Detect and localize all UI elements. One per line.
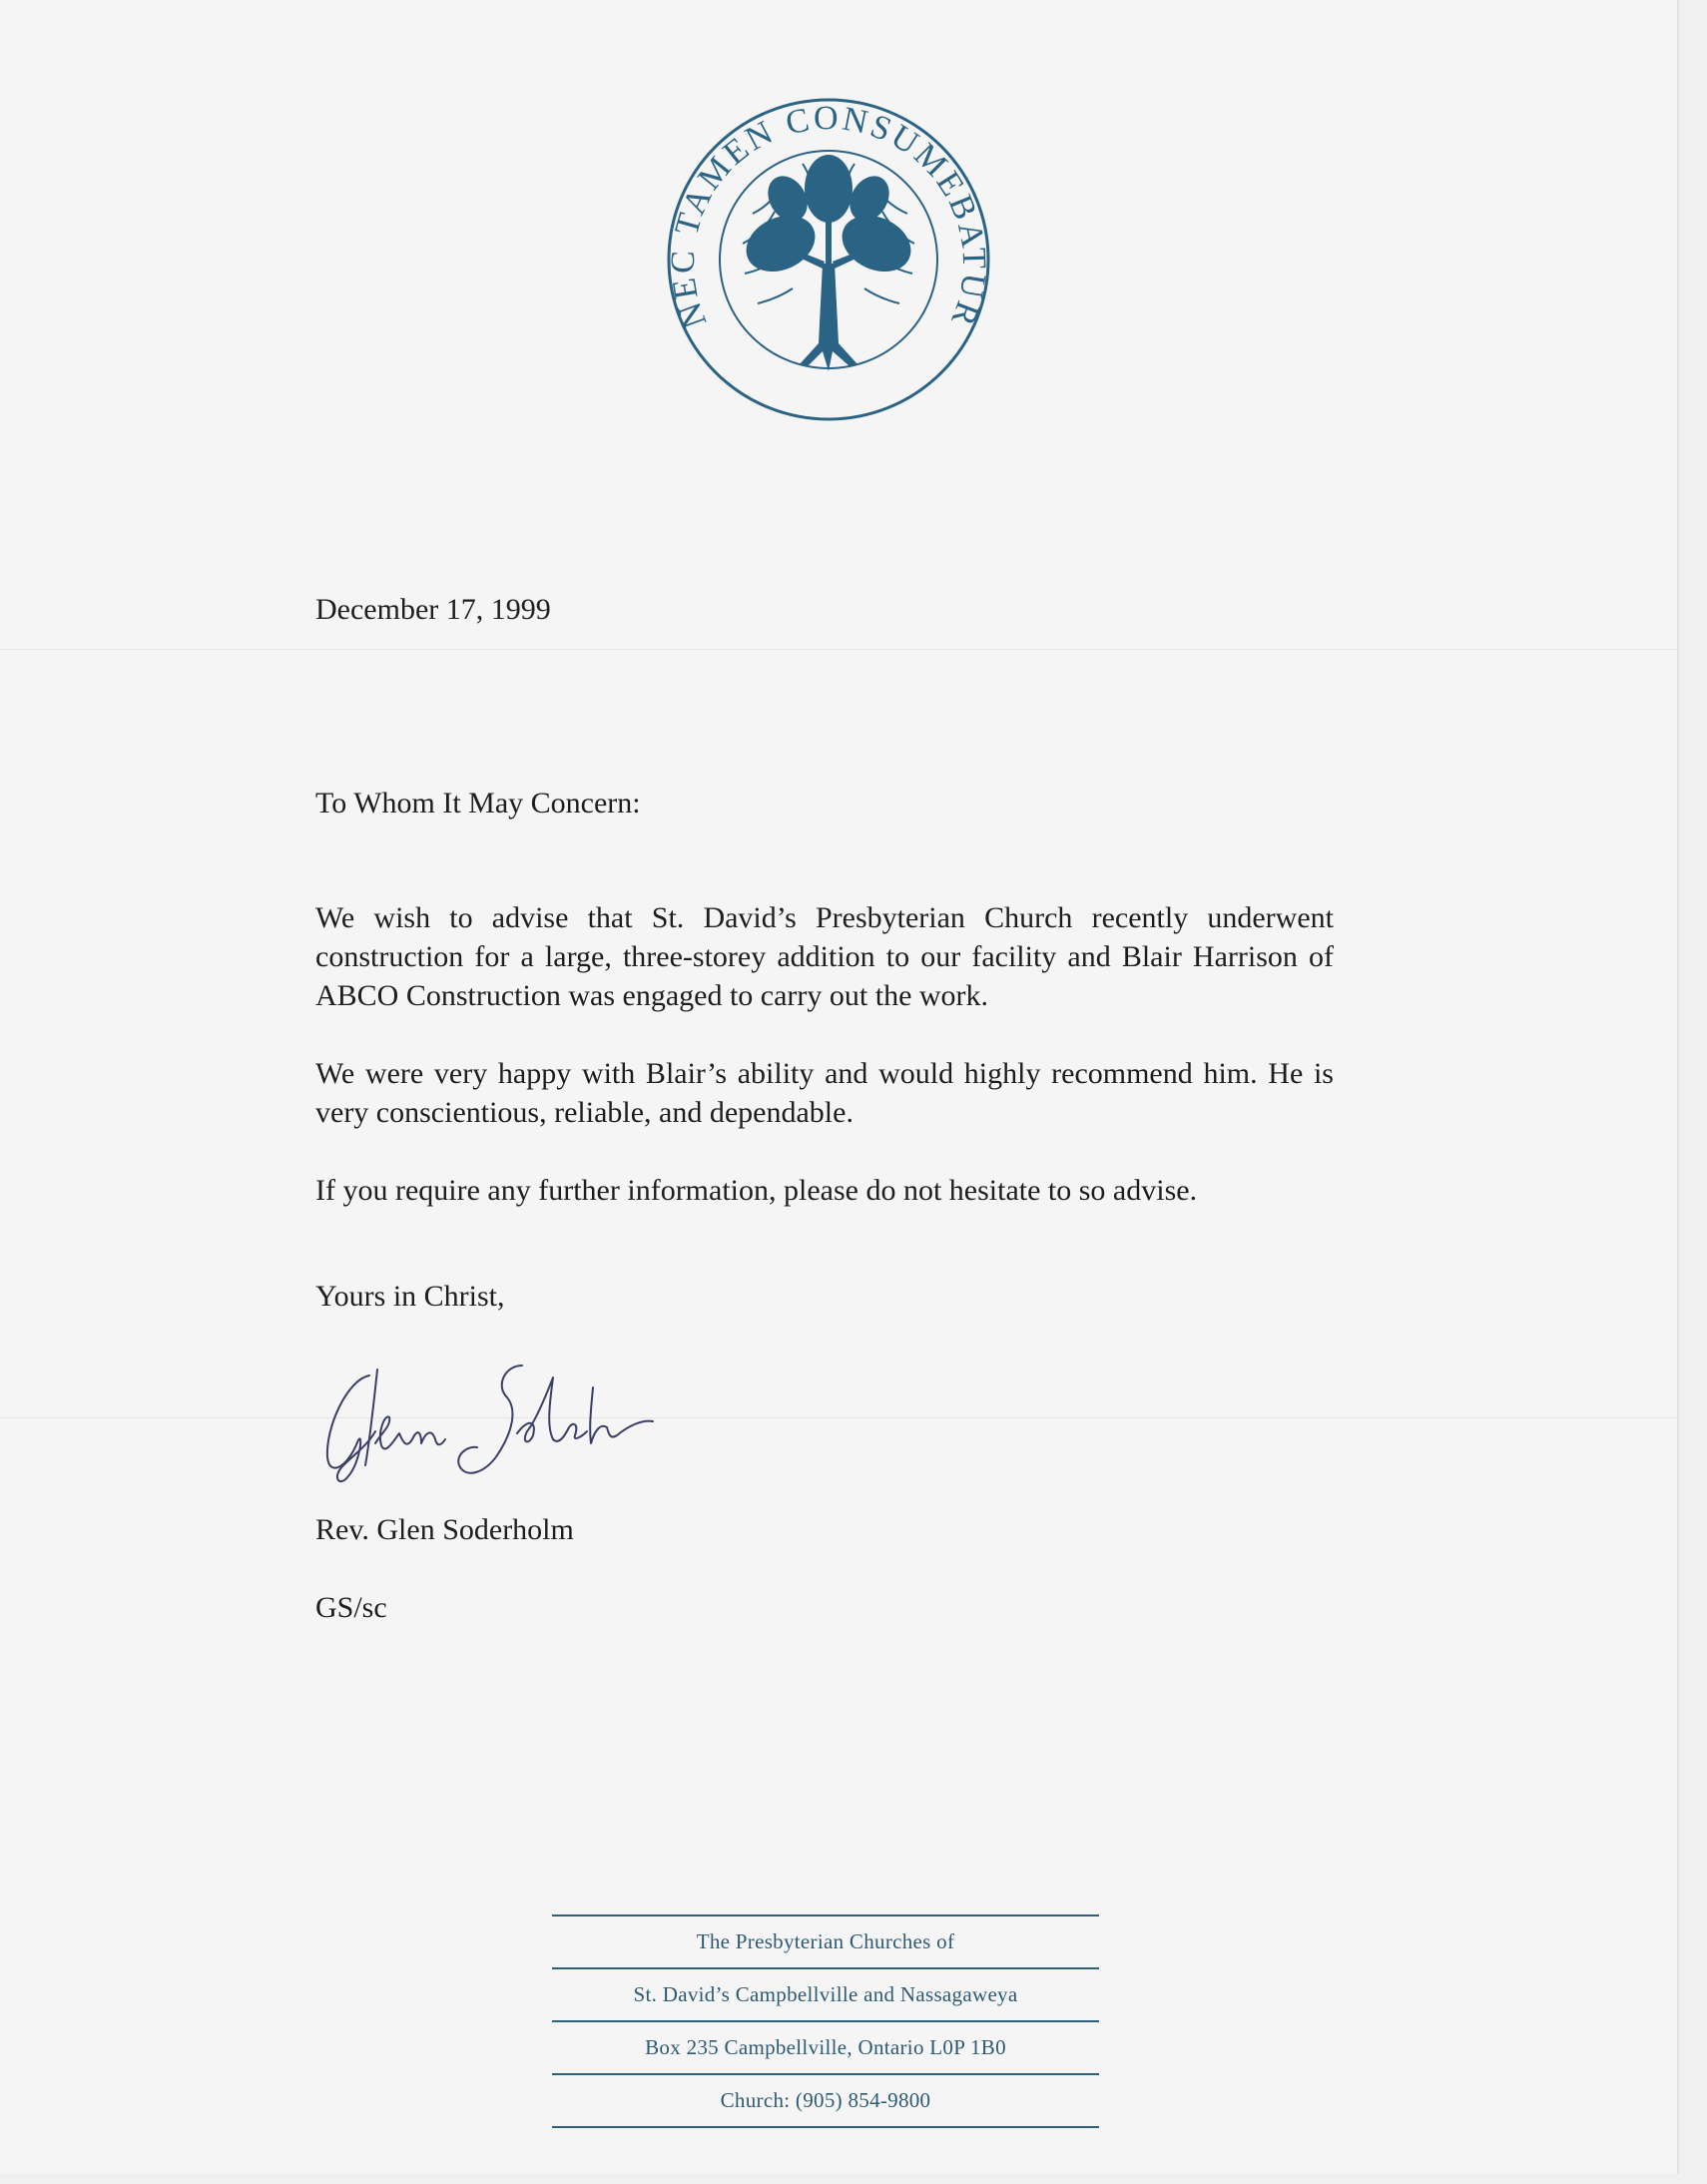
salutation: To Whom It May Concern: (315, 787, 641, 819)
footer-line-parishes: St. David’s Campbellville and Nassagaweya (552, 1967, 1099, 2020)
footer-line-phone: Church: (905) 854-9800 (552, 2073, 1099, 2128)
footer-line-address: Box 235 Campbellville, Ontario L0P 1B0 (552, 2020, 1099, 2073)
body-paragraph: If you require any further information, please do not hesitate to so advise. (315, 1174, 1198, 1207)
handwritten-signature (317, 1348, 717, 1507)
letter-date: December 17, 1999 (315, 593, 551, 626)
footer-line-churches: The Presbyterian Churches of (552, 1914, 1099, 1967)
church-seal-logo (663, 94, 994, 425)
signatory-name: Rev. Glen Soderholm (315, 1513, 574, 1546)
burning-bush-icon (737, 155, 919, 371)
fold-line (0, 649, 1677, 650)
fold-line (0, 1417, 1677, 1418)
reference-initials: GS/sc (315, 1591, 387, 1624)
body-paragraph: We wish to advise that St. David’s Presbyterian Church recently underwent construction for a large, three-storey addition to our facility and Blair Harrison of ABCO Construction was engaged to carry out the work. (315, 901, 1334, 1012)
seal-motto: NEC TAMEN CONSUMEBATUR (664, 100, 993, 333)
letter-body (315, 898, 1334, 1249)
letterhead-footer (552, 1914, 1099, 2128)
closing: Yours in Christ, (315, 1280, 505, 1313)
signature-text: Glen Soderholm (317, 1348, 324, 1349)
body-paragraph: We were very happy with Blair’s ability and would highly recommend him. He is very conscientious, reliable, and dependable. (315, 1057, 1334, 1129)
